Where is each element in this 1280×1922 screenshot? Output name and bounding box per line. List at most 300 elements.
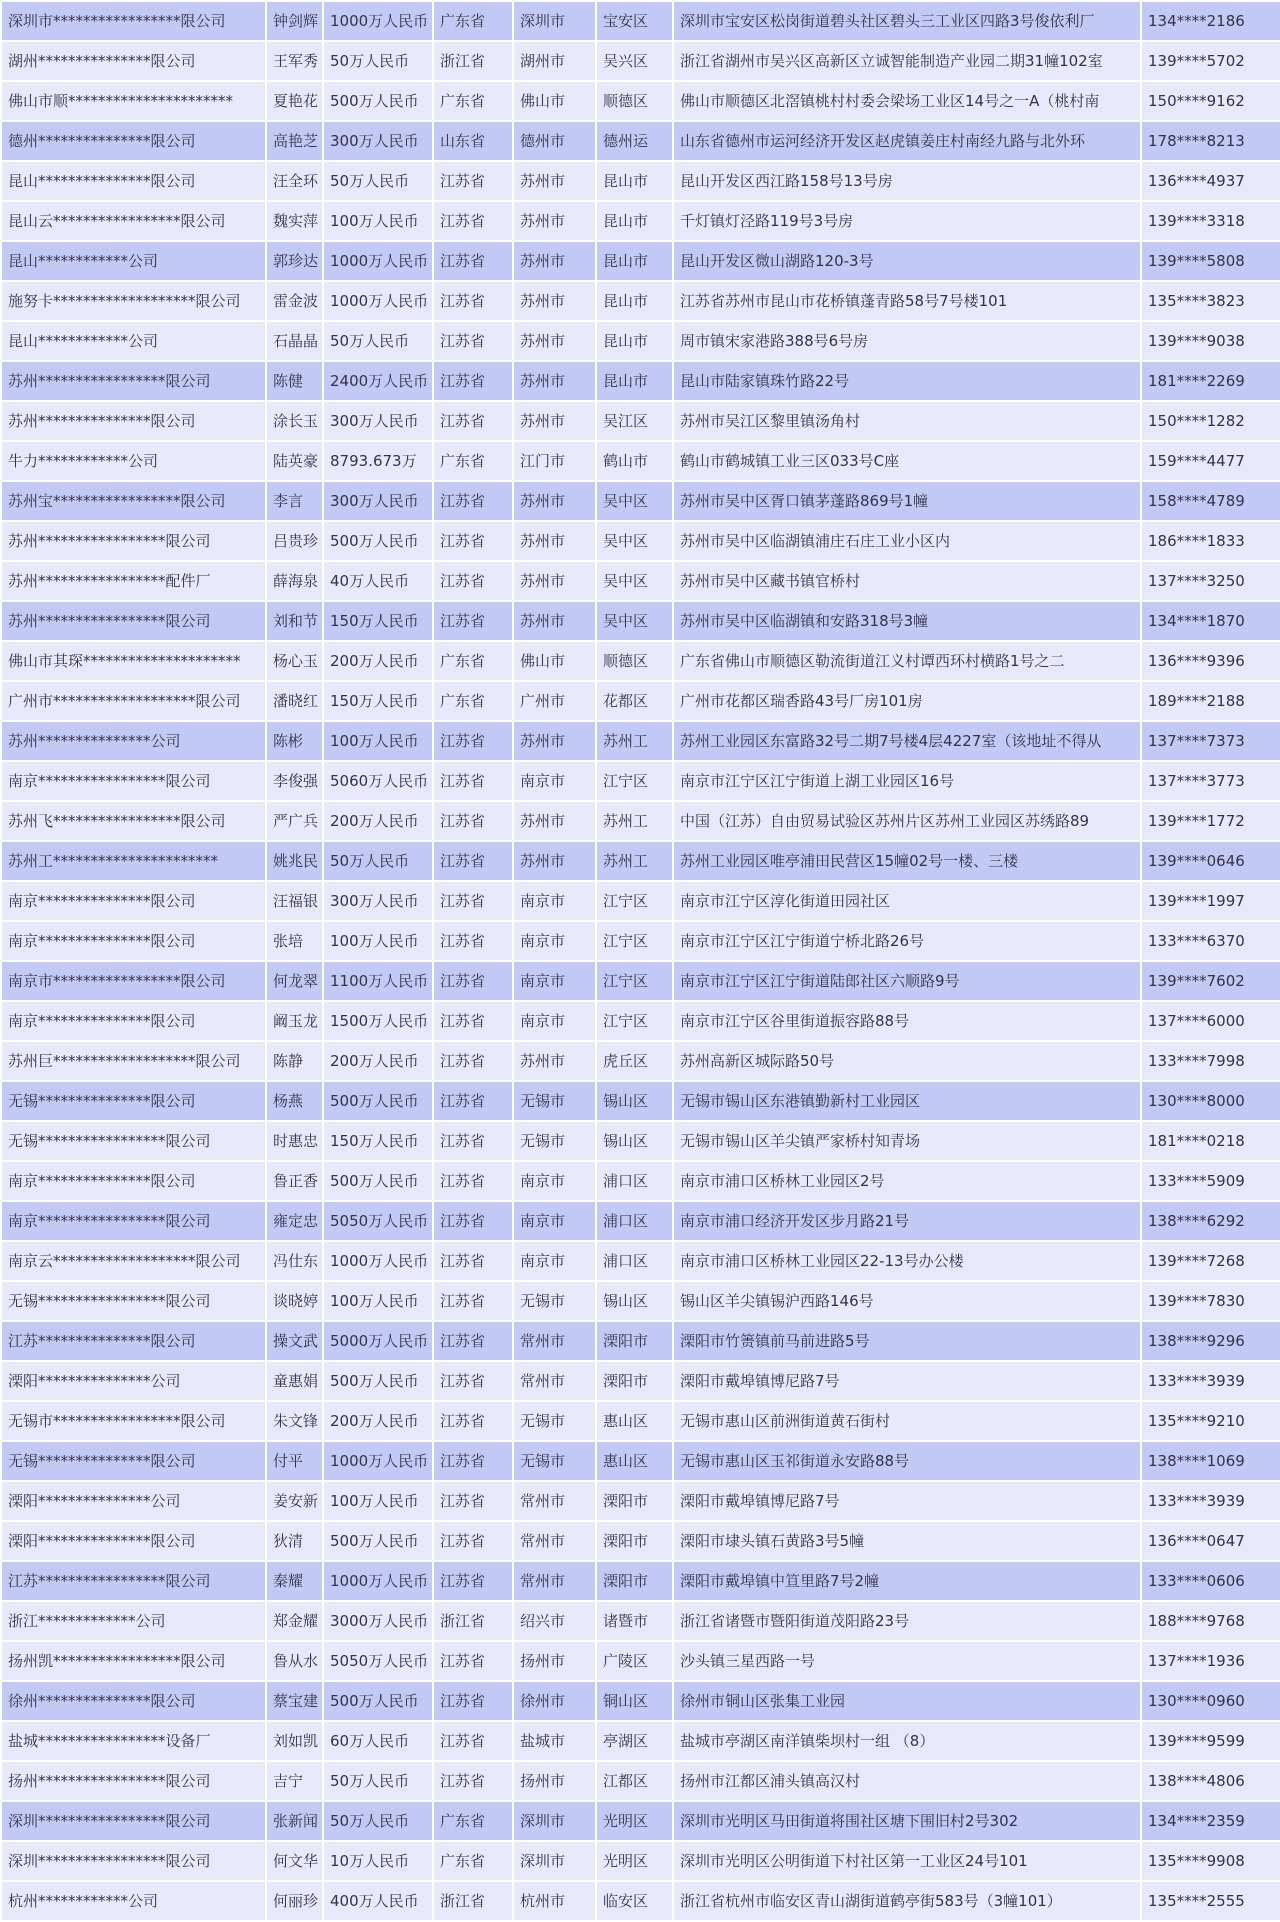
address-cell: 昆山市陆家镇珠竹路22号 (673, 361, 1141, 401)
company-name-cell: 苏州*****************限公司 (1, 361, 266, 401)
city-cell: 苏州市 (513, 241, 596, 281)
registered-capital-cell: 1000万人民币 (323, 1241, 433, 1281)
phone-cell: 139****0646 (1141, 841, 1280, 881)
table-row (1, 1001, 1280, 1041)
city-cell: 绍兴市 (513, 1601, 596, 1641)
phone-cell: 139****5702 (1141, 41, 1280, 81)
registered-capital-cell: 200万人民币 (323, 1041, 433, 1081)
district-cell: 浦口区 (596, 1201, 673, 1241)
district-cell: 锡山区 (596, 1121, 673, 1161)
province-cell: 广东省 (433, 1841, 513, 1881)
contact-person-cell: 张新闻 (266, 1801, 323, 1841)
city-cell: 苏州市 (513, 1041, 596, 1081)
province-cell: 江苏省 (433, 361, 513, 401)
phone-cell: 139****1772 (1141, 801, 1280, 841)
city-cell: 盐城市 (513, 1721, 596, 1761)
registered-capital-cell: 60万人民币 (323, 1721, 433, 1761)
company-name-cell: 扬州凯*****************限公司 (1, 1641, 266, 1681)
province-cell: 江苏省 (433, 241, 513, 281)
address-cell: 鹤山市鹤城镇工业三区033号C座 (673, 441, 1141, 481)
registered-capital-cell: 500万人民币 (323, 1361, 433, 1401)
table-row (1, 841, 1280, 881)
address-cell: 苏州市吴中区胥口镇茅蓬路869号1幢 (673, 481, 1141, 521)
table-row (1, 1321, 1280, 1361)
registered-capital-cell: 1000万人民币 (323, 241, 433, 281)
company-name-cell: 昆山***************限公司 (1, 161, 266, 201)
table-row (1, 881, 1280, 921)
province-cell: 江苏省 (433, 161, 513, 201)
city-cell: 常州市 (513, 1561, 596, 1601)
district-cell: 昆山市 (596, 321, 673, 361)
registered-capital-cell: 50万人民币 (323, 841, 433, 881)
city-cell: 广州市 (513, 681, 596, 721)
contact-person-cell: 阚玉龙 (266, 1001, 323, 1041)
contact-person-cell: 谈晓婷 (266, 1281, 323, 1321)
city-cell: 苏州市 (513, 561, 596, 601)
phone-cell: 139****5808 (1141, 241, 1280, 281)
registered-capital-cell: 300万人民币 (323, 881, 433, 921)
table-row (1, 321, 1280, 361)
province-cell: 广东省 (433, 641, 513, 681)
contact-person-cell: 汪福银 (266, 881, 323, 921)
district-cell: 溧阳市 (596, 1481, 673, 1521)
district-cell: 江宁区 (596, 921, 673, 961)
phone-cell: 136****9396 (1141, 641, 1280, 681)
city-cell: 苏州市 (513, 321, 596, 361)
table-body (1, 1, 1280, 1921)
table-row (1, 761, 1280, 801)
registered-capital-cell: 1100万人民币 (323, 961, 433, 1001)
city-cell: 无锡市 (513, 1401, 596, 1441)
city-cell: 南京市 (513, 1161, 596, 1201)
address-cell: 广州市花都区瑞香路43号厂房101房 (673, 681, 1141, 721)
contact-person-cell: 雷金波 (266, 281, 323, 321)
phone-cell: 138****9296 (1141, 1321, 1280, 1361)
phone-cell: 137****1936 (1141, 1641, 1280, 1681)
company-name-cell: 南京***************限公司 (1, 921, 266, 961)
phone-cell: 139****3318 (1141, 201, 1280, 241)
contact-person-cell: 杨燕 (266, 1081, 323, 1121)
district-cell: 昆山市 (596, 161, 673, 201)
address-cell: 苏州市吴中区临湖镇和安路318号3幢 (673, 601, 1141, 641)
company-name-cell: 苏州*****************限公司 (1, 521, 266, 561)
company-name-cell: 苏州工********************** (1, 841, 266, 881)
district-cell: 浦口区 (596, 1161, 673, 1201)
district-cell: 江宁区 (596, 1001, 673, 1041)
contact-person-cell: 汪全环 (266, 161, 323, 201)
contact-person-cell: 何文华 (266, 1841, 323, 1881)
contact-person-cell: 涂长玉 (266, 401, 323, 441)
city-cell: 南京市 (513, 761, 596, 801)
district-cell: 顺德区 (596, 81, 673, 121)
province-cell: 江苏省 (433, 1161, 513, 1201)
province-cell: 江苏省 (433, 561, 513, 601)
table-row (1, 561, 1280, 601)
registered-capital-cell: 50万人民币 (323, 321, 433, 361)
city-cell: 苏州市 (513, 521, 596, 561)
province-cell: 江苏省 (433, 1001, 513, 1041)
district-cell: 江都区 (596, 1761, 673, 1801)
city-cell: 扬州市 (513, 1761, 596, 1801)
city-cell: 无锡市 (513, 1121, 596, 1161)
table-row (1, 1801, 1280, 1841)
address-cell: 沙头镇三星西路一号 (673, 1641, 1141, 1681)
company-name-cell: 江苏***************限公司 (1, 1321, 266, 1361)
address-cell: 盐城市亭湖区南洋镇柴坝村一组 （8） (673, 1721, 1141, 1761)
district-cell: 锡山区 (596, 1081, 673, 1121)
address-cell: 苏州市吴中区藏书镇官桥村 (673, 561, 1141, 601)
company-name-cell: 浙江*************公司 (1, 1601, 266, 1641)
address-cell: 苏州高新区城际路50号 (673, 1041, 1141, 1081)
contact-person-cell: 时惠忠 (266, 1121, 323, 1161)
table-row (1, 961, 1280, 1001)
address-cell: 苏州市吴中区临湖镇浦庄石庄工业小区内 (673, 521, 1141, 561)
company-name-cell: 溧阳***************限公司 (1, 1521, 266, 1561)
province-cell: 江苏省 (433, 1241, 513, 1281)
company-name-cell: 无锡*****************限公司 (1, 1281, 266, 1321)
address-cell: 溧阳市戴埠镇博尼路7号 (673, 1361, 1141, 1401)
table-row (1, 441, 1280, 481)
registered-capital-cell: 5050万人民币 (323, 1641, 433, 1681)
city-cell: 深圳市 (513, 1801, 596, 1841)
registered-capital-cell: 100万人民币 (323, 1281, 433, 1321)
company-name-cell: 溧阳***************公司 (1, 1361, 266, 1401)
province-cell: 广东省 (433, 81, 513, 121)
registered-capital-cell: 50万人民币 (323, 41, 433, 81)
city-cell: 佛山市 (513, 641, 596, 681)
registered-capital-cell: 3000万人民币 (323, 1601, 433, 1641)
registered-capital-cell: 1000万人民币 (323, 1561, 433, 1601)
company-name-cell: 深圳市*****************限公司 (1, 1, 266, 41)
phone-cell: 159****4477 (1141, 441, 1280, 481)
contact-person-cell: 陈彬 (266, 721, 323, 761)
company-name-cell: 德州***************限公司 (1, 121, 266, 161)
city-cell: 苏州市 (513, 721, 596, 761)
city-cell: 扬州市 (513, 1641, 596, 1681)
district-cell: 光明区 (596, 1841, 673, 1881)
address-cell: 浙江省诸暨市暨阳街道茂阳路23号 (673, 1601, 1141, 1641)
contact-person-cell: 杨心玉 (266, 641, 323, 681)
registered-capital-cell: 10万人民币 (323, 1841, 433, 1881)
registered-capital-cell: 50万人民币 (323, 1761, 433, 1801)
contact-person-cell: 李俊强 (266, 761, 323, 801)
registered-capital-cell: 150万人民币 (323, 1121, 433, 1161)
district-cell: 锡山区 (596, 1281, 673, 1321)
district-cell: 溧阳市 (596, 1521, 673, 1561)
contact-person-cell: 吉宁 (266, 1761, 323, 1801)
phone-cell: 135****9908 (1141, 1841, 1280, 1881)
province-cell: 江苏省 (433, 921, 513, 961)
address-cell: 无锡市惠山区玉祁街道永安路88号 (673, 1441, 1141, 1481)
phone-cell: 150****9162 (1141, 81, 1280, 121)
province-cell: 江苏省 (433, 401, 513, 441)
registered-capital-cell: 1500万人民币 (323, 1001, 433, 1041)
city-cell: 江门市 (513, 441, 596, 481)
company-name-cell: 广州市*******************限公司 (1, 681, 266, 721)
city-cell: 杭州市 (513, 1881, 596, 1921)
contact-person-cell: 秦耀 (266, 1561, 323, 1601)
phone-cell: 138****1069 (1141, 1441, 1280, 1481)
city-cell: 南京市 (513, 921, 596, 961)
city-cell: 南京市 (513, 961, 596, 1001)
address-cell: 徐州市铜山区张集工业园 (673, 1681, 1141, 1721)
province-cell: 江苏省 (433, 1561, 513, 1601)
contact-person-cell: 钟剑辉 (266, 1, 323, 41)
city-cell: 苏州市 (513, 801, 596, 841)
table-row (1, 1601, 1280, 1641)
registered-capital-cell: 500万人民币 (323, 1521, 433, 1561)
province-cell: 江苏省 (433, 1361, 513, 1401)
address-cell: 溧阳市竹箦镇前马前进路5号 (673, 1321, 1141, 1361)
address-cell: 南京市江宁区谷里街道振容路88号 (673, 1001, 1141, 1041)
province-cell: 江苏省 (433, 881, 513, 921)
company-name-cell: 牛力************公司 (1, 441, 266, 481)
phone-cell: 139****9038 (1141, 321, 1280, 361)
province-cell: 江苏省 (433, 1641, 513, 1681)
contact-person-cell: 潘晓红 (266, 681, 323, 721)
company-name-cell: 苏州宝*****************限公司 (1, 481, 266, 521)
phone-cell: 139****7830 (1141, 1281, 1280, 1321)
registered-capital-cell: 200万人民币 (323, 801, 433, 841)
table-row (1, 281, 1280, 321)
district-cell: 浦口区 (596, 1241, 673, 1281)
company-name-cell: 南京*****************限公司 (1, 1201, 266, 1241)
district-cell: 昆山市 (596, 201, 673, 241)
company-name-cell: 南京云*******************限公司 (1, 1241, 266, 1281)
registered-capital-cell: 200万人民币 (323, 641, 433, 681)
phone-cell: 178****8213 (1141, 121, 1280, 161)
address-cell: 昆山开发区微山湖路120-3号 (673, 241, 1141, 281)
contact-person-cell: 操文武 (266, 1321, 323, 1361)
phone-cell: 136****0647 (1141, 1521, 1280, 1561)
table-row (1, 1561, 1280, 1601)
district-cell: 溧阳市 (596, 1321, 673, 1361)
contact-person-cell: 陈静 (266, 1041, 323, 1081)
company-name-cell: 南京***************限公司 (1, 881, 266, 921)
company-name-cell: 南京市*****************限公司 (1, 961, 266, 1001)
company-name-cell: 苏州***************限公司 (1, 401, 266, 441)
city-cell: 常州市 (513, 1481, 596, 1521)
province-cell: 江苏省 (433, 1721, 513, 1761)
phone-cell: 134****1870 (1141, 601, 1280, 641)
contact-person-cell: 朱文锋 (266, 1401, 323, 1441)
registered-capital-cell: 50万人民币 (323, 1801, 433, 1841)
province-cell: 江苏省 (433, 1521, 513, 1561)
province-cell: 山东省 (433, 121, 513, 161)
phone-cell: 138****4806 (1141, 1761, 1280, 1801)
province-cell: 江苏省 (433, 1281, 513, 1321)
phone-cell: 139****7268 (1141, 1241, 1280, 1281)
registered-capital-cell: 50万人民币 (323, 161, 433, 201)
table-row (1, 1041, 1280, 1081)
address-cell: 苏州市吴江区黎里镇汤角村 (673, 401, 1141, 441)
registered-capital-cell: 100万人民币 (323, 201, 433, 241)
province-cell: 江苏省 (433, 801, 513, 841)
contact-person-cell: 童惠娟 (266, 1361, 323, 1401)
phone-cell: 150****1282 (1141, 401, 1280, 441)
province-cell: 广东省 (433, 441, 513, 481)
table-row (1, 361, 1280, 401)
table-row (1, 1841, 1280, 1881)
district-cell: 苏州工 (596, 721, 673, 761)
address-cell: 苏州工业园区东富路32号二期7号楼4层4227室（该地址不得从 (673, 721, 1141, 761)
phone-cell: 133****5909 (1141, 1161, 1280, 1201)
province-cell: 江苏省 (433, 481, 513, 521)
table-row (1, 201, 1280, 241)
address-cell: 佛山市顺德区北滘镇桃村村委会梁场工业区14号之一A（桃村南 (673, 81, 1141, 121)
city-cell: 德州市 (513, 121, 596, 161)
district-cell: 吴中区 (596, 481, 673, 521)
city-cell: 南京市 (513, 1201, 596, 1241)
contact-person-cell: 魏实萍 (266, 201, 323, 241)
district-cell: 铜山区 (596, 1681, 673, 1721)
district-cell: 江宁区 (596, 961, 673, 1001)
phone-cell: 133****3939 (1141, 1361, 1280, 1401)
district-cell: 昆山市 (596, 281, 673, 321)
phone-cell: 158****4789 (1141, 481, 1280, 521)
phone-cell: 133****0606 (1141, 1561, 1280, 1601)
address-cell: 广东省佛山市顺德区勒流街道江义村谭西环村横路1号之二 (673, 641, 1141, 681)
company-name-cell: 江苏*****************限公司 (1, 1561, 266, 1601)
city-cell: 佛山市 (513, 81, 596, 121)
registered-capital-cell: 100万人民币 (323, 921, 433, 961)
table-row (1, 1281, 1280, 1321)
contact-person-cell: 高艳芝 (266, 121, 323, 161)
phone-cell: 139****7602 (1141, 961, 1280, 1001)
table-row (1, 601, 1280, 641)
district-cell: 吴兴区 (596, 41, 673, 81)
address-cell: 浙江省湖州市吴兴区高新区立诚智能制造产业园二期31幢102室 (673, 41, 1141, 81)
district-cell: 惠山区 (596, 1401, 673, 1441)
table-row (1, 1161, 1280, 1201)
address-cell: 锡山区羊尖镇锡沪西路146号 (673, 1281, 1141, 1321)
address-cell: 南京市江宁区淳化街道田园社区 (673, 881, 1141, 921)
contact-person-cell: 雍定忠 (266, 1201, 323, 1241)
contact-person-cell: 郑金耀 (266, 1601, 323, 1641)
province-cell: 广东省 (433, 1, 513, 41)
registered-capital-cell: 500万人民币 (323, 521, 433, 561)
contact-person-cell: 姜安新 (266, 1481, 323, 1521)
district-cell: 吴江区 (596, 401, 673, 441)
table-row (1, 161, 1280, 201)
city-cell: 湖州市 (513, 41, 596, 81)
company-name-cell: 无锡***************限公司 (1, 1441, 266, 1481)
registered-capital-cell: 5050万人民币 (323, 1201, 433, 1241)
contact-person-cell: 何丽珍 (266, 1881, 323, 1921)
table-row (1, 81, 1280, 121)
province-cell: 江苏省 (433, 601, 513, 641)
address-cell: 溧阳市戴埠镇博尼路7号 (673, 1481, 1141, 1521)
phone-cell: 133****3939 (1141, 1481, 1280, 1521)
phone-cell: 181****0218 (1141, 1121, 1280, 1161)
address-cell: 周市镇宋家港路388号6号房 (673, 321, 1141, 361)
table-row (1, 1401, 1280, 1441)
address-cell: 深圳市光明区马田街道将围社区塘下围旧村2号302 (673, 1801, 1141, 1841)
company-name-cell: 佛山市顺********************** (1, 81, 266, 121)
province-cell: 江苏省 (433, 841, 513, 881)
address-cell: 溧阳市埭头镇石黄路3号5幢 (673, 1521, 1141, 1561)
registered-capital-cell: 500万人民币 (323, 1681, 433, 1721)
phone-cell: 139****1997 (1141, 881, 1280, 921)
city-cell: 常州市 (513, 1361, 596, 1401)
table-row (1, 1201, 1280, 1241)
address-cell: 中国（江苏）自由贸易试验区苏州片区苏州工业园区苏绣路89 (673, 801, 1141, 841)
table-row (1, 1081, 1280, 1121)
province-cell: 江苏省 (433, 1321, 513, 1361)
company-name-cell: 苏州*****************配件厂 (1, 561, 266, 601)
registered-capital-cell: 500万人民币 (323, 1161, 433, 1201)
city-cell: 南京市 (513, 881, 596, 921)
address-cell: 无锡市惠山区前洲街道黄石街村 (673, 1401, 1141, 1441)
district-cell: 德州运 (596, 121, 673, 161)
contact-person-cell: 严广兵 (266, 801, 323, 841)
district-cell: 溧阳市 (596, 1561, 673, 1601)
phone-cell: 136****4937 (1141, 161, 1280, 201)
province-cell: 广东省 (433, 1801, 513, 1841)
contact-person-cell: 刘如凯 (266, 1721, 323, 1761)
registered-capital-cell: 500万人民币 (323, 1081, 433, 1121)
address-cell: 溧阳市戴埠镇中笪里路7号2幢 (673, 1561, 1141, 1601)
company-name-cell: 无锡*****************限公司 (1, 1121, 266, 1161)
province-cell: 江苏省 (433, 201, 513, 241)
phone-cell: 134****2359 (1141, 1801, 1280, 1841)
phone-cell: 135****3823 (1141, 281, 1280, 321)
city-cell: 常州市 (513, 1521, 596, 1561)
contact-person-cell: 鲁从水 (266, 1641, 323, 1681)
table-row (1, 1241, 1280, 1281)
contact-person-cell: 夏艳花 (266, 81, 323, 121)
table-row (1, 521, 1280, 561)
district-cell: 昆山市 (596, 361, 673, 401)
table-row (1, 1441, 1280, 1481)
district-cell: 江宁区 (596, 761, 673, 801)
contact-person-cell: 张培 (266, 921, 323, 961)
company-name-cell: 苏州*****************限公司 (1, 601, 266, 641)
province-cell: 江苏省 (433, 1201, 513, 1241)
province-cell: 浙江省 (433, 1601, 513, 1641)
phone-cell: 186****1833 (1141, 521, 1280, 561)
company-name-cell: 杭州************公司 (1, 1881, 266, 1921)
phone-cell: 181****2269 (1141, 361, 1280, 401)
province-cell: 江苏省 (433, 1761, 513, 1801)
table-row (1, 1881, 1280, 1921)
phone-cell: 133****6370 (1141, 921, 1280, 961)
address-cell: 扬州市江都区浦头镇高汉村 (673, 1761, 1141, 1801)
address-cell: 无锡市锡山区羊尖镇严家桥村知青场 (673, 1121, 1141, 1161)
table-row (1, 41, 1280, 81)
contact-person-cell: 陆英豪 (266, 441, 323, 481)
province-cell: 江苏省 (433, 1481, 513, 1521)
city-cell: 徐州市 (513, 1681, 596, 1721)
contact-person-cell: 薛海泉 (266, 561, 323, 601)
city-cell: 苏州市 (513, 281, 596, 321)
table-row (1, 641, 1280, 681)
table-row (1, 721, 1280, 761)
phone-cell: 133****7998 (1141, 1041, 1280, 1081)
company-name-cell: 湖州***************限公司 (1, 41, 266, 81)
address-cell: 南京市江宁区江宁街道宁桥北路26号 (673, 921, 1141, 961)
district-cell: 光明区 (596, 1801, 673, 1841)
table-row (1, 1121, 1280, 1161)
district-cell: 顺德区 (596, 641, 673, 681)
city-cell: 南京市 (513, 1241, 596, 1281)
registered-capital-cell: 300万人民币 (323, 401, 433, 441)
contact-person-cell: 鲁正香 (266, 1161, 323, 1201)
address-cell: 苏州工业园区唯亭浦田民营区15幢02号一楼、三楼 (673, 841, 1141, 881)
registered-capital-cell: 150万人民币 (323, 601, 433, 641)
registered-capital-cell: 8793.673万 (323, 441, 433, 481)
address-cell: 深圳市宝安区松岗街道碧头社区碧头三工业区四路3号俊依利厂 (673, 1, 1141, 41)
